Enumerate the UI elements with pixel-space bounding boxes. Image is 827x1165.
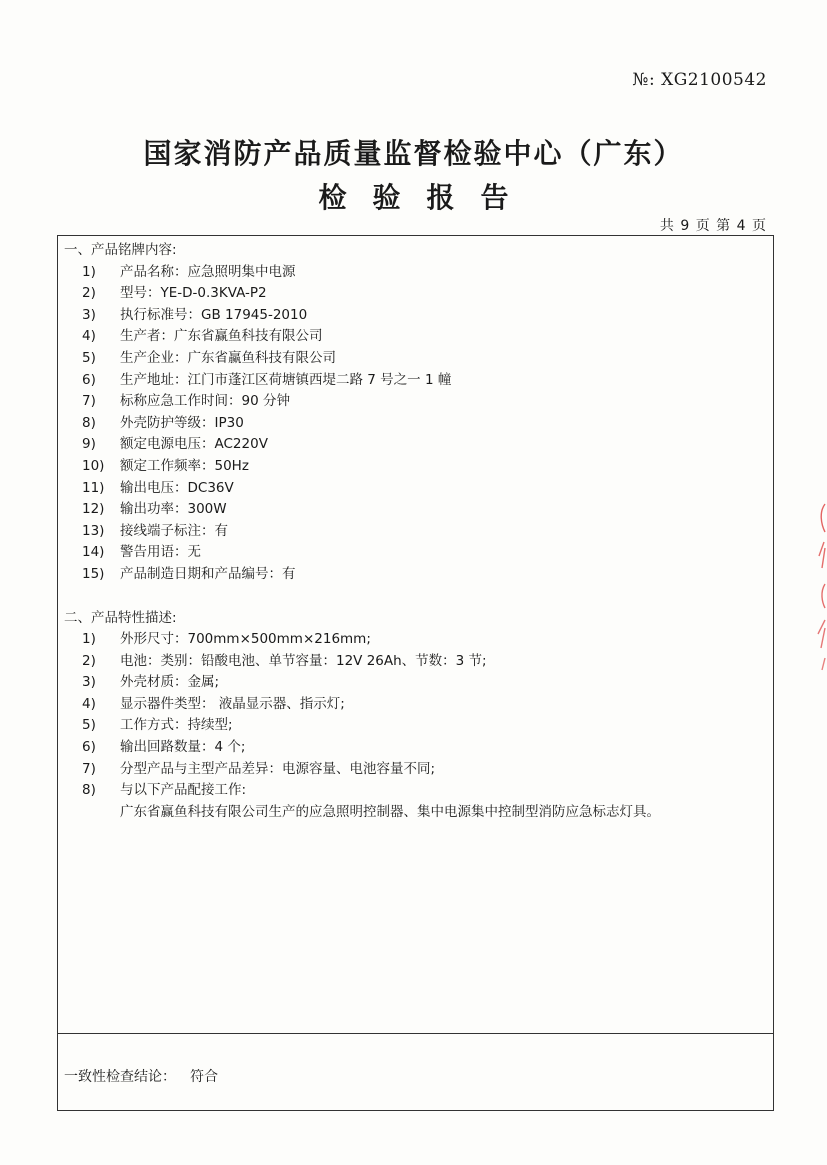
report-frame: [57, 235, 774, 1111]
item-text: 工作方式：持续型;: [120, 717, 233, 734]
item-number: 9): [82, 436, 96, 453]
item-number: 6): [82, 739, 96, 756]
item-number: 2): [82, 652, 96, 669]
item-text: 输出功率：300W: [120, 501, 227, 518]
item-text: 执行标准号：GB 17945-2010: [120, 306, 308, 323]
item-text: 警告用语：无: [120, 544, 201, 561]
conclusion-label: 一致性检查结论：: [64, 1069, 176, 1085]
item-number: 14): [82, 544, 105, 561]
item-number: 7): [82, 760, 96, 777]
item-number: 5): [82, 349, 96, 366]
item-number: 11): [82, 479, 105, 496]
item-number: 5): [82, 717, 96, 734]
item-number: 8): [82, 782, 96, 799]
list-item: [64, 348, 759, 370]
item-number: 13): [82, 522, 105, 539]
item-text: 产品制造日期和产品编号：有: [120, 565, 296, 582]
section-title-nameplate: 一、产品铭牌内容:: [64, 242, 177, 258]
list-item: [64, 262, 759, 284]
item-text: 输出电压：DC36V: [120, 479, 234, 496]
list-item: [64, 629, 759, 651]
item-text: 额定工作频率：50Hz: [120, 457, 249, 474]
item-text: 输出回路数量：4 个;: [120, 739, 246, 756]
section-title-characteristics: 二、产品特性描述:: [64, 609, 177, 626]
item-text: 外壳材质：金属;: [120, 674, 220, 691]
page-count: 共 9 页 第 4 页: [659, 218, 767, 234]
list-item: [64, 305, 759, 327]
item-text: 接线端子标注：有: [120, 522, 228, 539]
list-item: [64, 542, 759, 564]
list-item: [64, 759, 759, 781]
item-text: 标称应急工作时间：90 分钟: [120, 393, 290, 410]
item-number: 15): [82, 565, 105, 582]
item-text: 额定电源电压：AC220V: [120, 436, 268, 453]
item-text: 生产者：广东省赢鱼科技有限公司: [120, 328, 323, 345]
item-number: 1): [82, 263, 96, 280]
item-text: 型号：YE-D-0.3KVA-P2: [120, 285, 267, 302]
item-text: 显示器件类型： 液晶显示器、指示灯;: [120, 695, 345, 712]
list-item: [64, 737, 759, 759]
list-item: [64, 651, 759, 673]
list-item: [64, 499, 759, 521]
list-item: [64, 694, 759, 716]
list-item: [64, 391, 759, 413]
item-number: 3): [82, 306, 96, 323]
list-item: [64, 564, 759, 586]
conclusion: [64, 1066, 218, 1086]
item-text: 外壳防护等级：IP30: [120, 414, 244, 431]
item-text: 生产企业：广东省赢鱼科技有限公司: [120, 349, 336, 366]
conclusion-value: 符合: [190, 1069, 218, 1085]
item-number: 8): [82, 414, 96, 431]
list-item: [64, 521, 759, 543]
list-item: [64, 672, 759, 694]
list-item: [64, 715, 759, 737]
item-text: 生产地址：江门市蓬江区荷塘镇西堤二路 7 号之一 1 幢: [120, 371, 452, 388]
item-text: 产品名称：应急照明集中电源: [120, 263, 296, 280]
page-subtitle: 检验报告: [318, 181, 535, 214]
stamp-edge-icon: [813, 498, 827, 678]
item-number: 4): [82, 328, 96, 345]
list-item: [64, 413, 759, 435]
item-text: 外形尺寸：700mm×500mm×216mm;: [120, 631, 371, 648]
list-item: [64, 478, 759, 500]
report-number: №: XG2100542: [632, 70, 767, 90]
item-text: 与以下产品配接工作:: [120, 782, 247, 799]
item-continuation: 广东省赢鱼科技有限公司生产的应急照明控制器、集中电源集中控制型消防应急标志灯具。: [120, 803, 660, 820]
item-number: 1): [82, 631, 96, 648]
item-number: 3): [82, 674, 96, 691]
list-item: [64, 370, 759, 392]
item-text: 电池：类别：铅酸电池、单节容量：12V 26Ah、节数：3 节;: [120, 652, 487, 669]
list-item: [64, 326, 759, 348]
item-number: 2): [82, 285, 96, 302]
item-number: 6): [82, 371, 96, 388]
report-content: [64, 240, 759, 823]
conclusion-divider: [58, 1033, 773, 1034]
list-item: [64, 283, 759, 305]
page-title: 国家消防产品质量监督检验中心（广东）: [143, 137, 684, 170]
list-item: [64, 434, 759, 456]
item-number: 7): [82, 393, 96, 410]
item-text: 分型产品与主型产品差异：电源容量、电池容量不同;: [120, 760, 436, 777]
list-item: [64, 780, 759, 802]
item-number: 10): [82, 457, 105, 474]
list-item: [64, 456, 759, 478]
item-number: 12): [82, 501, 105, 518]
item-number: 4): [82, 695, 96, 712]
